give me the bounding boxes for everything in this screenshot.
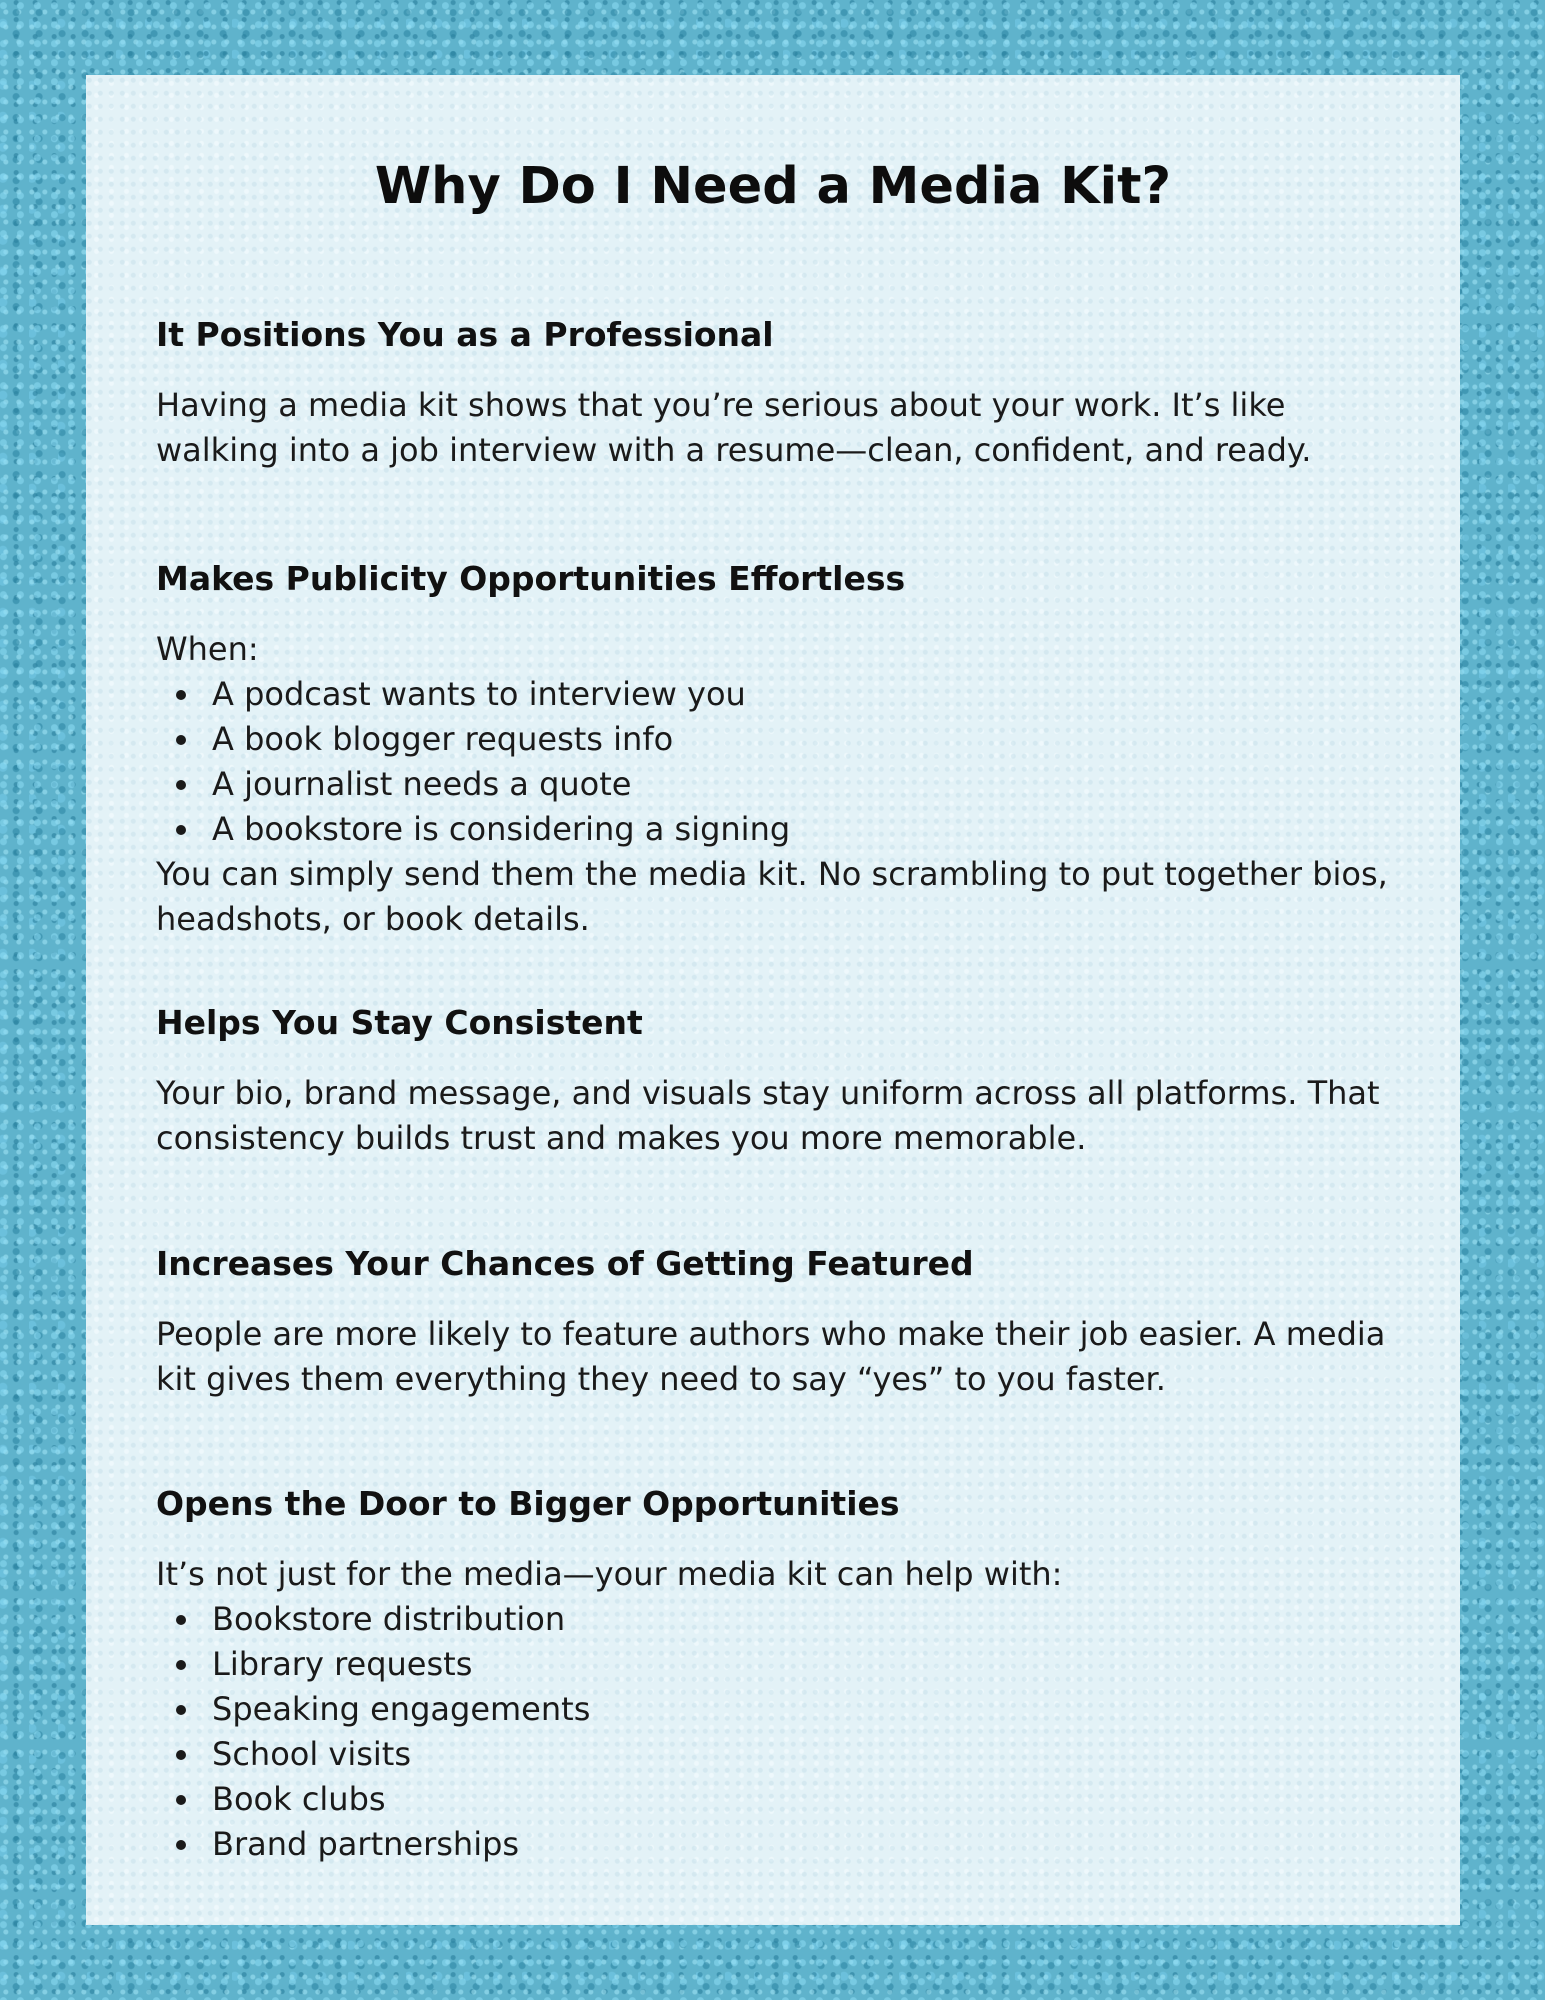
- list-item: Library requests: [156, 1642, 1390, 1687]
- section-bigger-opportunities: [156, 1484, 1390, 1867]
- bullet-list: [156, 1597, 1390, 1867]
- section-heading: Helps You Stay Consistent: [156, 1003, 643, 1042]
- section-heading: Opens the Door to Bigger Opportunities: [156, 1484, 900, 1523]
- list-item: Brand partnerships: [156, 1822, 1390, 1867]
- section-outro: You can simply send them the media kit. No scrambling to put together bios, headshots, or book details.: [156, 855, 1388, 938]
- page-title: Why Do I Need a Media Kit?: [374, 157, 1172, 216]
- section-body: People are more likely to feature authors who make their job easier. A media kit gives them everything they need to say “yes” to you faster.: [156, 1315, 1386, 1398]
- section-featured: [156, 1244, 1390, 1402]
- bullet-icon: [176, 1615, 186, 1625]
- section-publicity: [156, 559, 1390, 942]
- bullet-list: [156, 672, 1390, 852]
- section-consistent: [156, 1003, 1390, 1161]
- list-item: Speaking engagements: [156, 1687, 1390, 1732]
- media-kit-page: [86, 75, 1460, 1925]
- section-heading: Increases Your Chances of Getting Featured: [156, 1244, 974, 1283]
- section-body: Having a media kit shows that you’re serious about your work. It’s like walking into a job interview with a resume—clean, confident, and ready.: [156, 386, 1312, 469]
- bullet-icon: [176, 690, 186, 700]
- bullet-icon: [176, 825, 186, 835]
- bullet-icon: [176, 1795, 186, 1805]
- section-heading: Makes Publicity Opportunities Effortless: [156, 559, 906, 598]
- list-item: School visits: [156, 1732, 1390, 1777]
- bullet-icon: [176, 1750, 186, 1760]
- list-item: A journalist needs a quote: [156, 762, 1390, 807]
- list-item: Book clubs: [156, 1777, 1390, 1822]
- bullet-icon: [176, 780, 186, 790]
- bullet-icon: [176, 1705, 186, 1715]
- section-body: Your bio, brand message, and visuals stay uniform across all platforms. That consistency builds trust and makes you more memorable.: [156, 1074, 1380, 1157]
- bullet-icon: [176, 1840, 186, 1850]
- section-intro: When:: [156, 630, 259, 668]
- list-item: A bookstore is considering a signing: [156, 807, 1390, 852]
- list-item: A podcast wants to interview you: [156, 672, 1390, 717]
- section-professional: [156, 315, 1390, 473]
- list-item: Bookstore distribution: [156, 1597, 1390, 1642]
- bullet-icon: [176, 735, 186, 745]
- list-item: A book blogger requests info: [156, 717, 1390, 762]
- section-intro: It’s not just for the media—your media kit can help with:: [156, 1555, 1063, 1593]
- bullet-icon: [176, 1660, 186, 1670]
- section-heading: It Positions You as a Professional: [156, 315, 774, 354]
